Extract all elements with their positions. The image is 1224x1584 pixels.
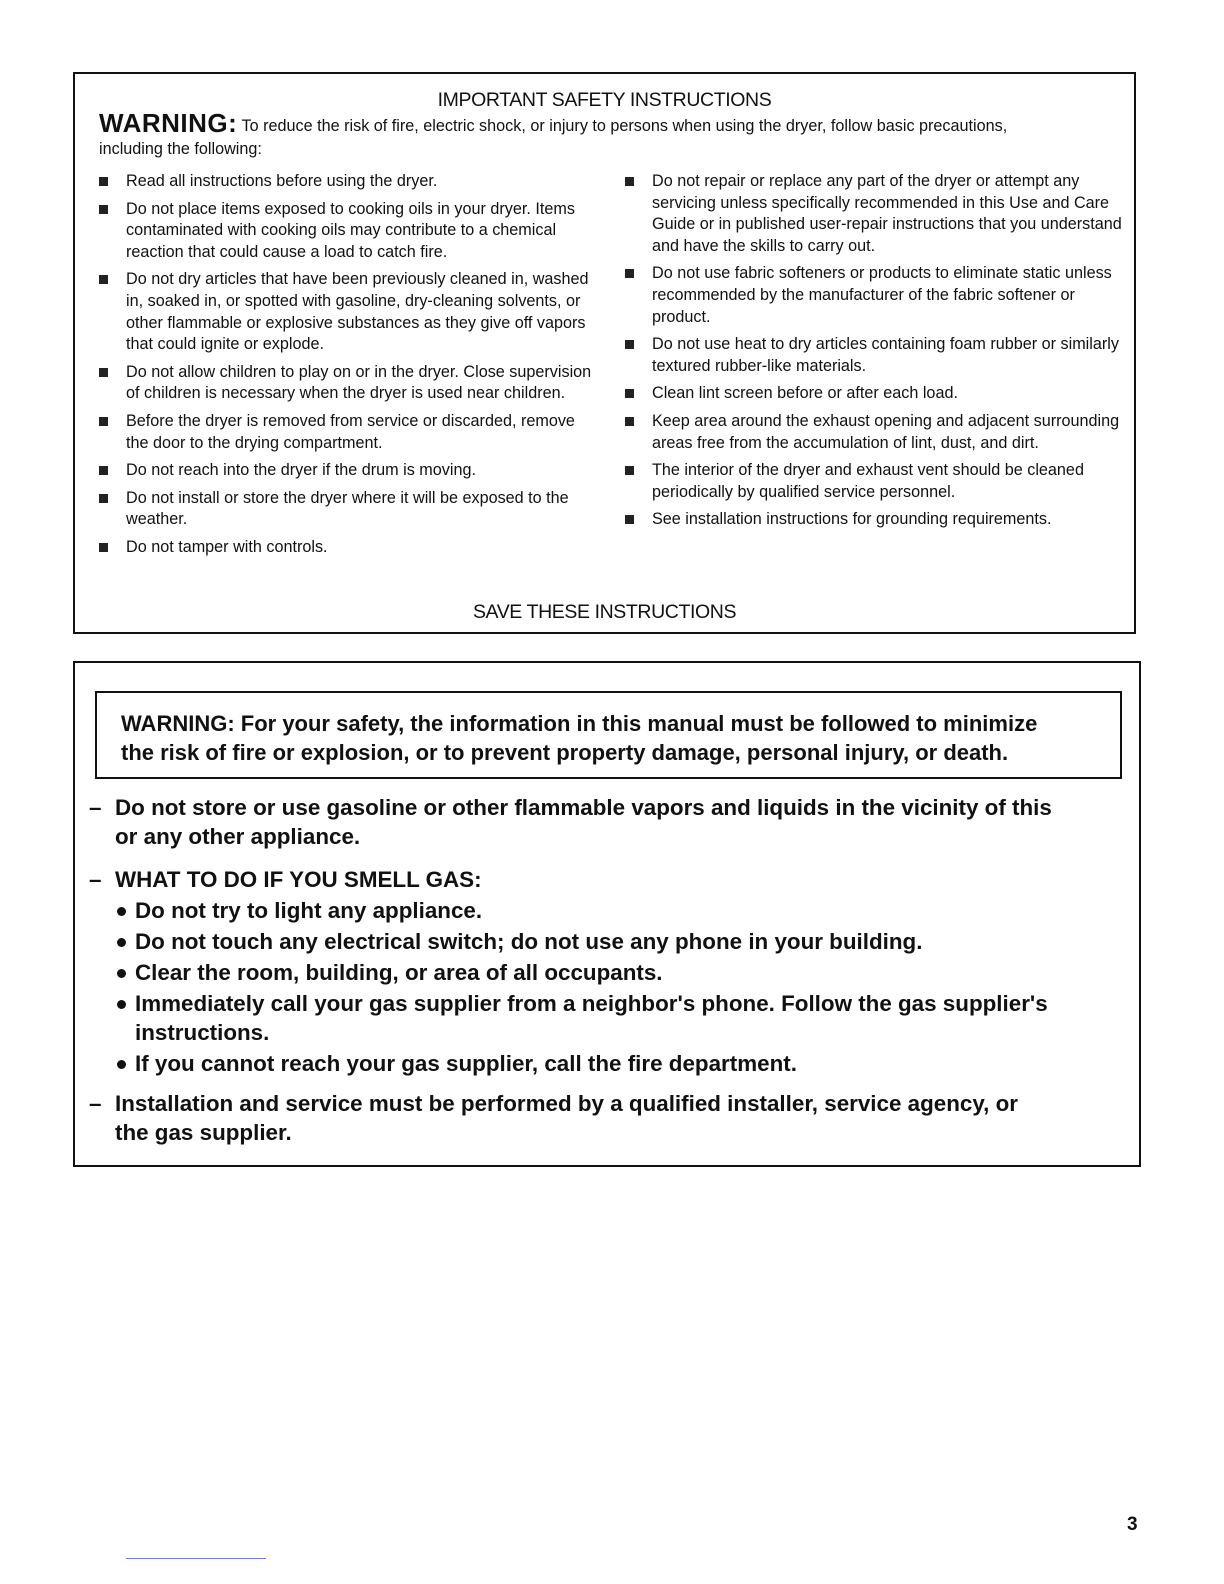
gas-warning-box: [73, 661, 1141, 1167]
list-item: Do not touch any electrical switch; do not use any phone in your building.: [117, 927, 1117, 956]
square-bullet-icon: [625, 340, 634, 349]
dash-bullet: –: [89, 1091, 102, 1116]
square-bullet-icon: [625, 466, 634, 475]
dash-bullet: –: [89, 795, 102, 820]
list-item: Clean lint screen before or after each load.: [624, 383, 1124, 405]
list-item: Do not allow children to play on or in the dryer. Close supervision of children is necessary when the dryer is used near children.: [98, 362, 598, 405]
square-bullet-icon: [99, 494, 108, 503]
round-bullet-icon: [117, 938, 126, 947]
square-bullet-icon: [99, 177, 108, 186]
list-item: See installation instructions for grounding requirements.: [624, 509, 1124, 531]
round-bullet-icon: [117, 969, 126, 978]
list-item: Do not use heat to dry articles containing foam rubber or similarly textured rubber-like materials.: [624, 334, 1124, 377]
square-bullet-icon: [99, 466, 108, 475]
list-item: Do not dry articles that have been previously cleaned in, washed in, soaked in, or spotted with gasoline, dry-cleaning solvents, or other flammable or explosive substances as they give off vapors that could ignite or explode.: [98, 269, 598, 355]
square-bullet-icon: [99, 205, 108, 214]
gas-warning-line-1: WARNING: For your safety, the information in this manual must be followed to minimize: [121, 711, 1038, 736]
square-bullet-icon: [99, 417, 108, 426]
gas-warning-banner: [95, 691, 1122, 779]
gas-steps-list: [117, 896, 1117, 1080]
gas-item-installation: – Installation and service must be performed by a qualified installer, service agency, or the gas supplier.: [89, 1091, 1018, 1145]
list-item: Do not install or store the dryer where it will be exposed to the weather.: [98, 488, 598, 531]
page-number: 3: [1127, 1514, 1138, 1535]
list-item: Do not try to light any appliance.: [117, 896, 1117, 925]
list-item: Do not repair or replace any part of the dryer or attempt any servicing unless specifically recommended in this Use and Care Guide or in published user-repair instructions that you understand and have the skills to carry out.: [624, 171, 1124, 257]
list-item: If you cannot reach your gas supplier, call the fire department.: [117, 1049, 1117, 1078]
list-item: The interior of the dryer and exhaust vent should be cleaned periodically by qualified service personnel.: [624, 460, 1124, 503]
list-item: Do not place items exposed to cooking oils in your dryer. Items contaminated with cooking oils may contribute to a chemical reaction that could cause a load to catch fire.: [98, 199, 598, 264]
list-item: Keep area around the exhaust opening and adjacent surrounding areas free from the accumulation of lint, dust, and dirt.: [624, 411, 1124, 454]
safety-list-right: [624, 171, 1124, 537]
square-bullet-icon: [625, 269, 634, 278]
gas-item-no-flammables: – Do not store or use gasoline or other flammable vapors and liquids in the vicinity of this or any other appliance.: [89, 795, 1052, 849]
list-item: Before the dryer is removed from service or discarded, remove the door to the drying compartment.: [98, 411, 598, 454]
safety-list-left: [98, 171, 598, 565]
round-bullet-icon: [117, 1060, 126, 1069]
square-bullet-icon: [99, 275, 108, 284]
list-item: Do not tamper with controls.: [98, 537, 598, 559]
list-item: Do not reach into the dryer if the drum is moving.: [98, 460, 598, 482]
square-bullet-icon: [625, 515, 634, 524]
square-bullet-icon: [625, 177, 634, 186]
square-bullet-icon: [99, 543, 108, 552]
warning-intro: [99, 108, 1124, 138]
list-item: Immediately call your gas supplier from a neighbor's phone. Follow the gas supplier's instructions.: [117, 989, 1117, 1047]
warning-label: WARNING:: [99, 108, 238, 138]
round-bullet-icon: [117, 1000, 126, 1009]
square-bullet-icon: [625, 389, 634, 398]
list-item: Do not use fabric softeners or products to eliminate static unless recommended by the manufacturer of the fabric softener or product.: [624, 263, 1124, 328]
list-item: Read all instructions before using the dryer.: [98, 171, 598, 193]
dash-bullet: –: [89, 867, 102, 892]
warning-text-continued: including the following:: [99, 140, 262, 158]
round-bullet-icon: [117, 907, 126, 916]
square-bullet-icon: [99, 368, 108, 377]
save-instructions-footer: SAVE THESE INSTRUCTIONS: [472, 601, 737, 623]
list-item: Clear the room, building, or area of all occupants.: [117, 958, 1117, 987]
safety-instructions-box: [73, 72, 1136, 634]
gas-item-smell-gas-heading: – WHAT TO DO IF YOU SMELL GAS:: [89, 867, 482, 892]
safety-title: IMPORTANT SAFETY INSTRUCTIONS: [437, 89, 772, 111]
footer-divider: [126, 1558, 266, 1559]
square-bullet-icon: [625, 417, 634, 426]
warning-text: To reduce the risk of fire, electric shock, or injury to persons when using the dryer, follow basic precautions,: [241, 117, 1008, 135]
gas-warning-line-2: the risk of fire or explosion, or to prevent property damage, personal injury, or death.: [121, 740, 1009, 765]
